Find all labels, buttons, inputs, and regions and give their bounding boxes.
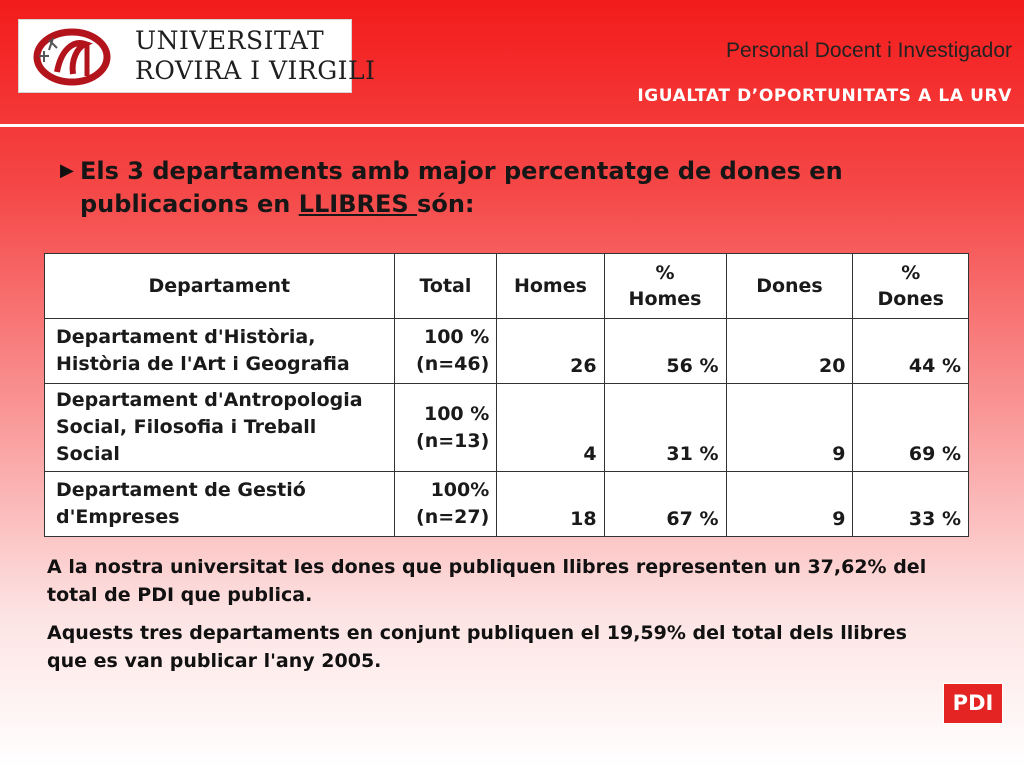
cell-homes: 18 [497, 472, 604, 537]
cell-homes: 4 [497, 384, 604, 472]
cell-dones: 20 [726, 319, 853, 384]
cell-pct-homes: 56 % [604, 319, 726, 384]
note-paragraph-1: A la nostra universitat les dones que publiquen llibres representen un 37,62% del total de PDI que publica. [47, 556, 927, 606]
table-row [45, 319, 969, 384]
col-header-pct-dones: % Dones [853, 254, 969, 319]
header-subtitle: IGUALTAT D’OPORTUNITATS A LA URV [637, 86, 1012, 106]
table-header-row [45, 254, 969, 319]
col-header-total: Total [394, 254, 497, 319]
slide-heading [60, 154, 940, 221]
heading-keyword: LLIBRES [298, 190, 418, 218]
cell-dones: 9 [726, 472, 853, 537]
cell-departament: Departament d'Antropologia Social, Filosofia i Treball Social [45, 384, 395, 472]
heading-line1: Els 3 departaments amb major percentatge de dones en [80, 157, 843, 185]
heading-line2-pre: publicacions en [80, 190, 299, 218]
cell-pct-homes: 31 % [604, 384, 726, 472]
cell-departament: Departament d'Història, Història de l'Art i Geografia [45, 319, 395, 384]
pdi-badge: PDI [943, 683, 1003, 724]
cell-dones: 9 [726, 384, 853, 472]
cell-homes: 26 [497, 319, 604, 384]
heading-line2-post: són: [417, 190, 475, 218]
note-paragraph-2: Aquests tres departaments en conjunt publiquen el 19,59% del total dels llibres que es van publicar l'any 2005. [47, 622, 907, 672]
urv-emblem-icon [27, 26, 113, 86]
university-logo [19, 20, 376, 92]
col-header-departament: Departament [45, 254, 395, 319]
col-header-homes: Homes [497, 254, 604, 319]
cell-total: 100% (n=27) [394, 472, 497, 537]
triangle-bullet-icon: ▶ [60, 160, 74, 181]
logo-text-line2: ROVIRA I VIRGILI [135, 56, 376, 85]
cell-total: 100 % (n=13) [394, 384, 497, 472]
departments-table [44, 253, 969, 537]
cell-pct-homes: 67 % [604, 472, 726, 537]
logo-text-line1: UNIVERSITAT [135, 26, 325, 55]
table-row [45, 384, 969, 472]
col-header-dones: Dones [726, 254, 853, 319]
header-divider [0, 124, 1024, 127]
col-header-pct-homes: % Homes [604, 254, 726, 319]
cell-pct-dones: 33 % [853, 472, 969, 537]
cell-pct-dones: 69 % [853, 384, 969, 472]
cell-departament: Departament de Gestió d'Empreses [45, 472, 395, 537]
table-row [45, 472, 969, 537]
cell-pct-dones: 44 % [853, 319, 969, 384]
header-title: Personal Docent i Investigador [726, 39, 1012, 62]
cell-total: 100 % (n=46) [394, 319, 497, 384]
